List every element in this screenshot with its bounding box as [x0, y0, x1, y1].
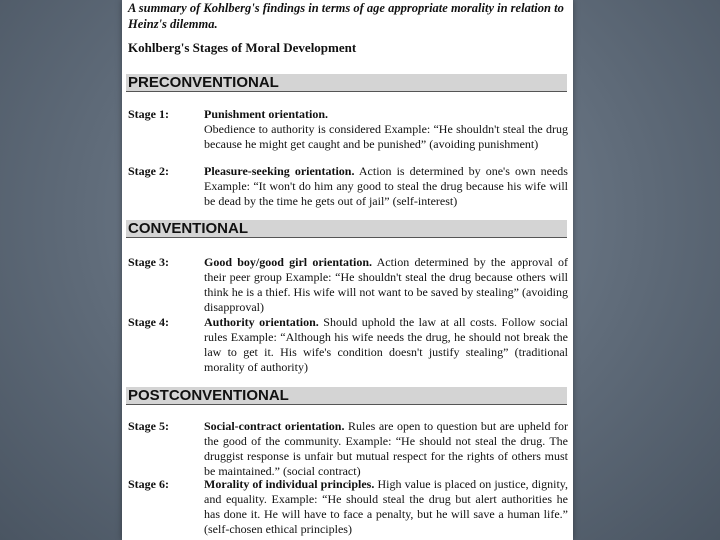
stage-3-label: Stage 3: — [128, 255, 169, 269]
stage-1-body — [204, 107, 568, 152]
stage-5-title: Social-contract orientation. — [204, 419, 345, 433]
stage-3-body — [204, 255, 568, 315]
stage-2-text: Action is determined by one's own needs Example: “It won't do him any good to steal the drug because his wife will be dead by the time he gets out of jail” (self-interest) — [204, 164, 568, 208]
stage-4-label: Stage 4: — [128, 315, 169, 329]
stage-4-title: Authority orientation. — [204, 315, 319, 329]
stage-2-label: Stage 2: — [128, 164, 169, 178]
stage-1-entry — [128, 107, 568, 152]
stage-4-text: Should uphold the law at all costs. Follow social rules Example: “Although his wife needs the drug, he should not break the law to get it. His wife's condition doesn't justify stealing” (traditional morality of authority) — [204, 315, 568, 374]
stage-6-entry — [128, 477, 568, 537]
stage-3-text: Action determined by the approval of their peer group Example: “He shouldn't steal the drug because others will think he is a thief. His wife will not want to be saved by stealing” (avoiding disapproval) — [204, 255, 569, 314]
stage-4-body — [204, 315, 568, 375]
document-subtitle: Kohlberg's Stages of Moral Development — [128, 40, 357, 55]
level-heading-postconventional: POSTCONVENTIONAL — [126, 387, 567, 405]
document-page — [122, 0, 573, 540]
level-heading-preconventional: PRECONVENTIONAL — [126, 74, 567, 92]
stage-1-text: Obedience to authority is considered Example: “He shouldn't steal the drug because he might get caught and be punished” (avoiding punishment) — [204, 122, 568, 151]
level-heading-conventional: CONVENTIONAL — [126, 220, 567, 238]
stage-5-text: Rules are open to question but are upheld for the good of the community. Example: “He should not steal the drug. The druggist response is unfair but mutual respect for the rights of others must be maintained.” (social contract) — [204, 419, 569, 478]
stage-6-title: Morality of individual principles. — [204, 477, 375, 491]
stage-2-title: Pleasure-seeking orientation. — [204, 164, 355, 178]
stage-5-body — [204, 419, 568, 479]
stage-5-label: Stage 5: — [128, 419, 169, 433]
stage-3-entry — [128, 255, 568, 315]
stage-5-entry — [128, 419, 568, 479]
stage-4-entry — [128, 315, 568, 375]
stage-1-title: Punishment orientation. — [204, 107, 329, 121]
stage-6-text: High value is placed on justice, dignity, and equality. Example: “He should steal the drug but alert authorities he has done it. He will have to face a penalty, but he will save a human life.” (self-chosen ethical principles) — [204, 477, 569, 536]
stage-6-body — [204, 477, 568, 537]
intro-caption: A summary of Kohlberg's findings in terms of age appropriate morality in relation to Heinz's dilemma. — [128, 1, 564, 31]
stage-2-body — [204, 164, 568, 209]
stage-6-label: Stage 6: — [128, 477, 169, 491]
stage-2-entry — [128, 164, 568, 209]
stage-1-label: Stage 1: — [128, 107, 169, 121]
stage-3-title: Good boy/good girl orientation. — [204, 255, 373, 269]
